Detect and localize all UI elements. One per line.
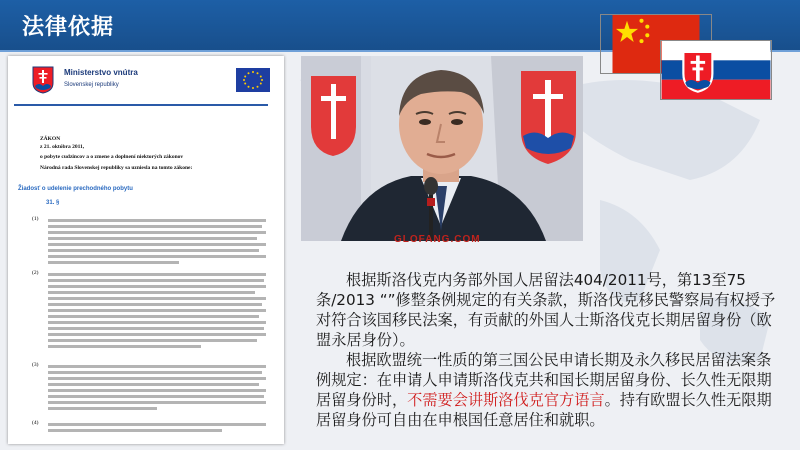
law-title: ZÁKON [40, 136, 61, 142]
highlight-no-language-requirement: 不需要会讲斯洛伐克官方语言 [407, 391, 605, 409]
body-paragraph-2 [316, 350, 786, 430]
body-paragraph-2-start: 根据欧盟统一性质的第三国公民申请长期及永久移民居留法案条例规定：在申请人申请斯洛伐克共和国长期居留身份、长久性无限期居留身份时， [316, 351, 772, 409]
section-heading: Žiadosť o udelenie prechodného pobytu [18, 186, 133, 192]
paragraph-number: (3) [32, 362, 39, 368]
body-text [316, 270, 786, 430]
page-title: 法律依据 [22, 15, 115, 40]
eu-flag-icon [236, 68, 270, 92]
ministry-subtitle: Slovenskej republiky [64, 82, 119, 88]
paragraph-number: (1) [32, 216, 39, 222]
section-number: 31. § [46, 200, 60, 206]
document-header [8, 56, 284, 96]
paragraph-lines [48, 362, 266, 413]
paragraph-lines [48, 216, 266, 267]
law-document-image [8, 56, 284, 444]
paragraph-number: (4) [32, 420, 39, 426]
speaker-photo [301, 56, 583, 241]
law-intro: Národná rada Slovenskej republiky sa uzniesla na tomto zákone: [40, 165, 193, 171]
ministry-name: Ministerstvo vnútra [64, 68, 138, 77]
body-paragraph-1: 根据斯洛伐克内务部外国人居留法404/2011号，第13至75条/2013 “”修整条例规定的有关条款，斯洛伐克移民警察局有权授予对符合该国移民法案，有贡献的外国人士斯洛伐克长期居留身份（欧盟永居身份）。 [316, 271, 776, 349]
document-divider [14, 104, 268, 106]
body-paragraph-2-end: 。持有欧盟长久性无限期居留身份可自由在申根国任意居住和就职。 [316, 391, 772, 429]
law-date: z 21. októbra 2011, [40, 144, 85, 150]
paragraph-lines [48, 270, 266, 351]
watermark-text: GLOFANG.COM [394, 234, 481, 245]
law-subject: o pobyte cudzincov a o zmene a doplnení niektorých zákonov [40, 154, 184, 160]
paragraph-number: (2) [32, 270, 39, 276]
paragraph-lines [48, 420, 266, 435]
slovak-coat-of-arms-icon [32, 66, 54, 94]
slovakia-flag-icon [660, 40, 772, 100]
